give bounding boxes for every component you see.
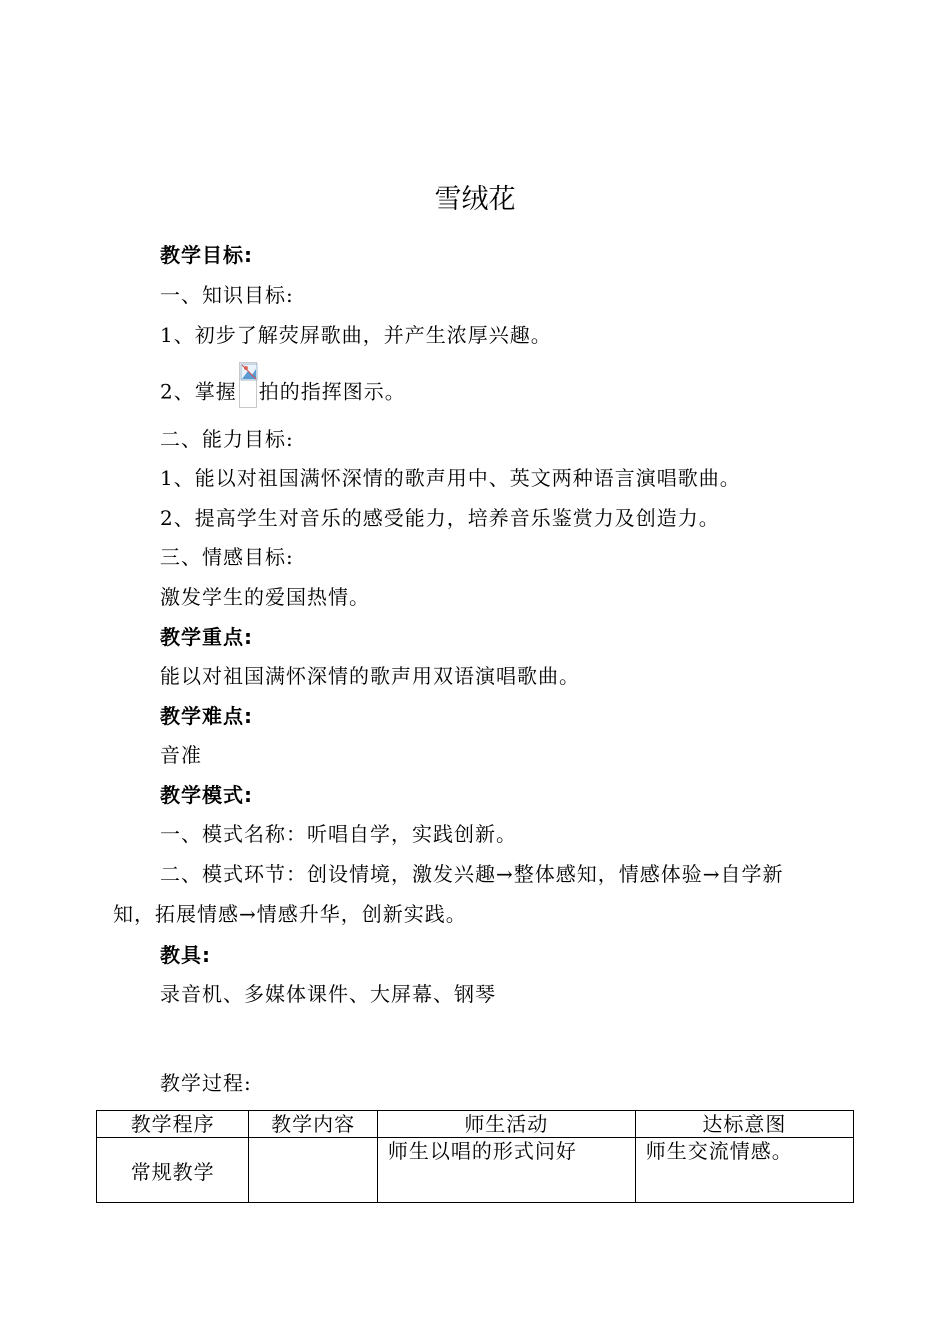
table-cell: 师生交流情感。 (635, 1138, 853, 1203)
table-header-cell: 师生活动 (377, 1111, 635, 1138)
table-cell (249, 1138, 377, 1203)
difficulty-1: 音准 (160, 743, 202, 767)
heading-difficulties: 教学难点: (160, 704, 253, 728)
emotion-item-1: 激发学生的爱国热情。 (160, 585, 370, 609)
table-cell: 常规教学 (97, 1138, 249, 1203)
teaching-process-table (96, 1110, 854, 1203)
heading-key-points: 教学重点: (160, 625, 253, 649)
knowledge-item-2 (160, 370, 406, 416)
knowledge-item-2-after: 拍的指挥图示。 (258, 379, 406, 404)
knowledge-item-2-before: 2、掌握 (160, 379, 237, 404)
table-header-cell: 达标意图 (635, 1111, 853, 1138)
heading-ability-goals: 二、能力目标: (160, 427, 294, 451)
tools-list: 录音机、多媒体课件、大屏幕、钢琴 (160, 982, 496, 1006)
ability-item-2: 2、提高学生对音乐的感受能力，培养音乐鉴赏力及创造力。 (160, 506, 720, 530)
heading-knowledge-goals: 一、知识目标: (160, 283, 294, 307)
table-row (97, 1138, 854, 1203)
broken-image-icon (239, 362, 257, 408)
page-title: 雪绒花 (434, 184, 516, 215)
heading-teaching-goals: 教学目标: (160, 243, 253, 267)
table-header-row (97, 1111, 854, 1138)
mode-item-1: 一、模式名称：听唱自学，实践创新。 (160, 822, 517, 846)
mode-item-2-line1: 二、模式环节：创设情境，激发兴趣→整体感知，情感体验→自学新 (160, 862, 784, 886)
heading-emotion-goals: 三、情感目标: (160, 545, 294, 569)
ability-item-1: 1、能以对祖国满怀深情的歌声用中、英文两种语言演唱歌曲。 (160, 466, 741, 490)
table-cell: 师生以唱的形式问好 (377, 1138, 635, 1203)
heading-teaching-process: 教学过程: (160, 1071, 252, 1095)
knowledge-item-1: 1、初步了解荧屏歌曲，并产生浓厚兴趣。 (160, 323, 552, 347)
heading-teaching-tools: 教具: (160, 943, 211, 967)
key-point-1: 能以对祖国满怀深情的歌声用双语演唱歌曲。 (160, 664, 580, 688)
heading-teaching-mode: 教学模式: (160, 783, 253, 807)
table-header-cell: 教学内容 (249, 1111, 377, 1138)
table-header-cell: 教学程序 (97, 1111, 249, 1138)
mode-item-2-line2: 知，拓展情感→情感升华，创新实践。 (113, 902, 467, 926)
